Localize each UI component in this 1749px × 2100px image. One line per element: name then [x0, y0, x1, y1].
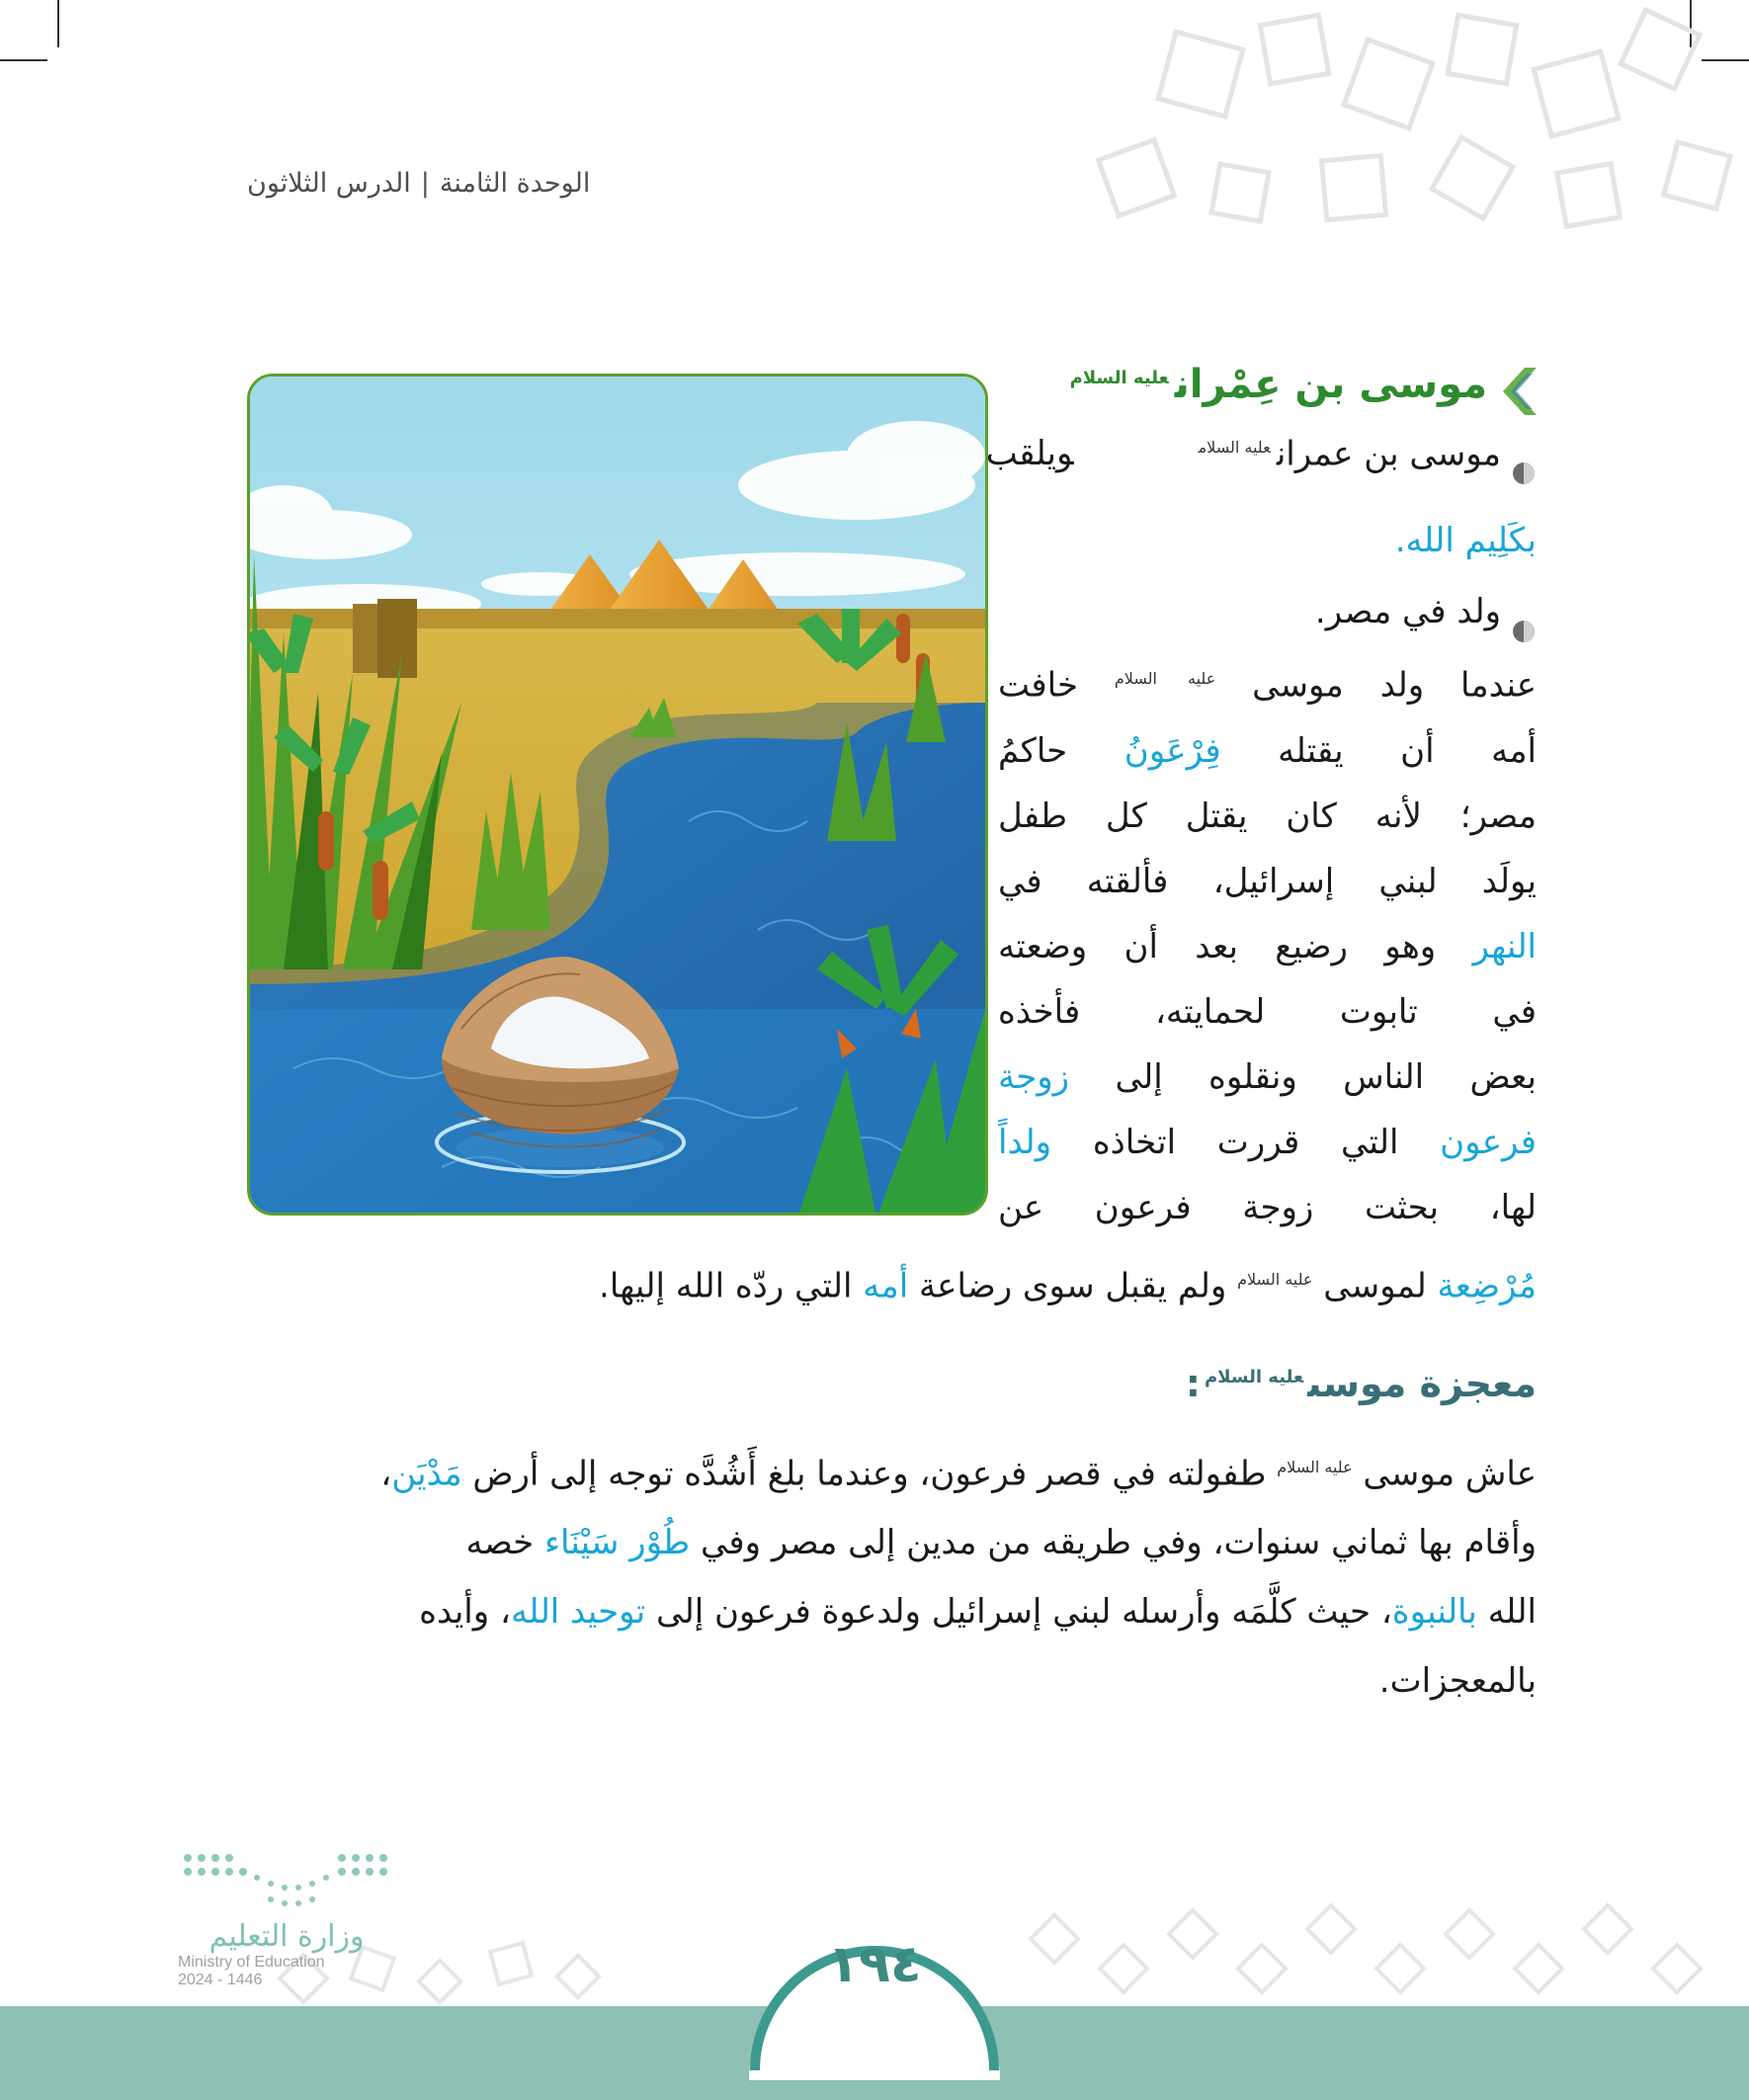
decorative-pattern-top: [1028, 0, 1749, 267]
story-line: النهر وهو رضيع بعد أن وضعته: [998, 926, 1537, 966]
honorific-mark: عليه السلام: [1069, 367, 1169, 388]
story-line: في تابوت لحمايته، فأخذه: [998, 991, 1537, 1032]
nile-basket-illustration: [247, 374, 988, 1216]
ministry-name-en: Ministry of Education: [178, 1954, 325, 1971]
ministry-name-ar: وزارة التعليم: [208, 1919, 365, 1954]
miracle-line-1: عاش موسى $^{عليه السلام}$ طفولته في قصر فرعون، وعندما بلغ أَشُدَّه توجه إلى أرض مَدْيَن،: [380, 1454, 1537, 1494]
kaleem-allah-text: بكَلِيم الله.: [1394, 521, 1537, 561]
miracle-line-2: وأقام بها ثماني سنوات، وفي طريقه من مدين إلى مصر وفي طُوْر سَيْنَاء خصه: [465, 1523, 1537, 1563]
half-circle-bullet-icon: [1511, 443, 1537, 468]
story-line: فرعون التي قررت اتخاذه ولداً: [998, 1122, 1537, 1162]
story-line: مصر؛ لأنه كان يقتل كل طفل: [998, 796, 1537, 836]
story-line: لها، بحثت زوجة فرعون عن: [998, 1187, 1537, 1227]
edition-year: 2024 - 1446: [178, 1972, 263, 1988]
header-separator: |: [420, 168, 430, 199]
section-1-title: موسى بن عِمْران$^{عليه السلام}$: [1069, 362, 1487, 407]
story-line: أمه أن يقتله فِرْعَونُ حاكمُ: [998, 730, 1538, 771]
bullet-item: موسى بن عمران$^{عليه السلام}$ويلقب: [998, 415, 1537, 486]
story-line: يولَد لبني إسرائيل، فألقته في: [998, 861, 1537, 901]
crop-mark: [0, 59, 47, 61]
page-number: ١٩٤: [827, 1935, 922, 1994]
section-2-body: [247, 1433, 1537, 1716]
section-2-title: معجزة موسى$^{عليه السلام}$:: [1185, 1362, 1537, 1405]
unit-label: الوحدة الثامنة: [439, 168, 591, 199]
ministry-dots-icon: [168, 1838, 405, 1917]
section-1-body: [985, 348, 1538, 1240]
ministry-logo: [168, 1838, 405, 2016]
bullet-item: ولد في مصر.: [998, 579, 1537, 644]
story-closing-line: مُرْضِعة لموسى $^{عليه السلام}$ ولم يقبل سوى رضاعة أمه التي ردّه الله إليها.: [599, 1266, 1537, 1306]
story-line: عندما ولد موسى $^{عليه السلام}$ خافت: [998, 665, 1537, 706]
story-paragraph: [998, 646, 1537, 1239]
miracle-line-3: الله بالنبوة، حيث كلَّمَه وأرسله لبني إسرائيل ولدعوة فرعون إلى توحيد الله، وأيده: [419, 1592, 1537, 1633]
decorative-pattern-bottom: [267, 1883, 1749, 2006]
lesson-header: [247, 168, 662, 199]
miracle-line-4: بالمعجزات.: [1378, 1661, 1537, 1702]
half-circle-bullet-icon: [1511, 601, 1537, 627]
crop-mark: [57, 0, 59, 47]
story-line: بعض الناس ونقلوه إلى زوجة: [998, 1056, 1537, 1097]
lesson-label: الدرس الثلاثون: [247, 168, 411, 199]
